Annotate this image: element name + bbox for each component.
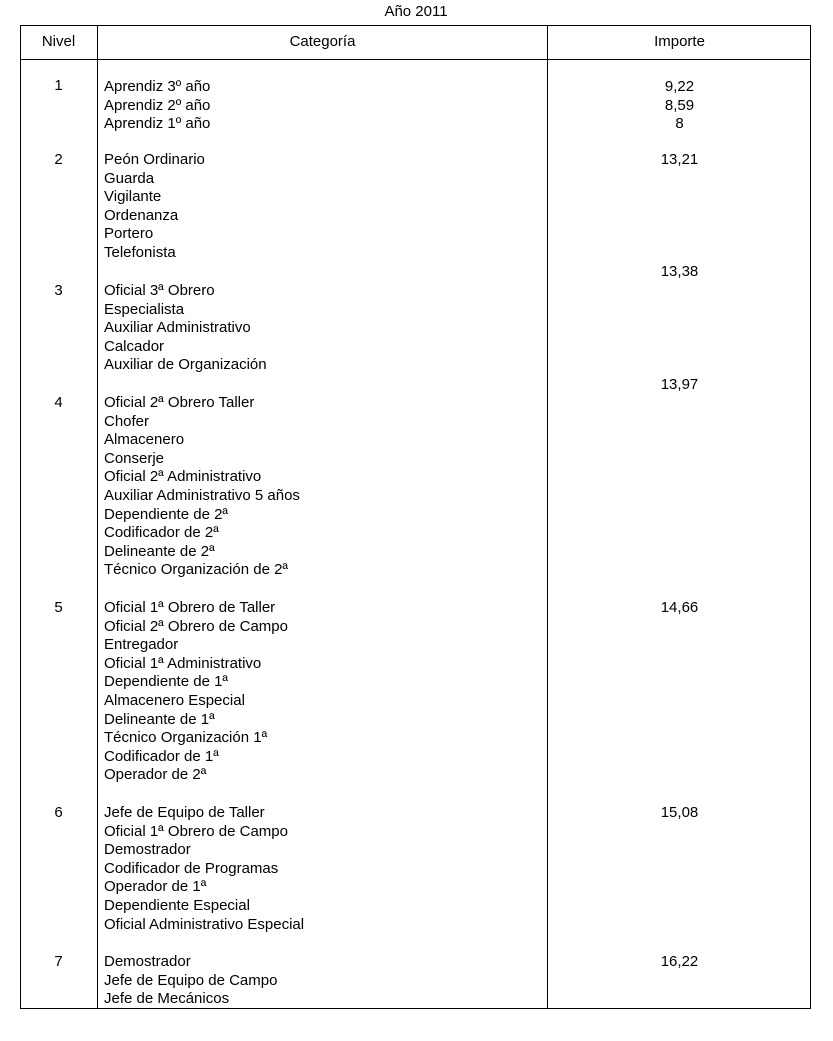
categoria-item: Técnico Organización de 2ª xyxy=(104,561,288,579)
categoria-item: Delineante de 1ª xyxy=(104,710,215,728)
nivel-number: 2 xyxy=(54,151,63,168)
categoria-item: Oficial 1ª Obrero de Campo xyxy=(104,822,288,840)
categoria-item: Codificador de 1ª xyxy=(104,747,219,765)
categoria-item: Oficial Administrativo Especial xyxy=(104,915,305,933)
categoria-item: Demostrador xyxy=(104,841,191,859)
column-divider-importe xyxy=(547,25,548,1008)
table-left-border xyxy=(20,25,21,1008)
categoria-item: Operador de 2ª xyxy=(104,766,207,784)
header-bottom-border xyxy=(20,59,811,60)
categoria-item: Aprendiz 1º año xyxy=(104,115,211,133)
categoria-item: Guarda xyxy=(104,169,155,187)
categoria-item: Auxiliar Administrativo xyxy=(104,319,251,337)
importe-value: 8,59 xyxy=(664,96,695,114)
categoria-item: Técnico Organización 1ª xyxy=(104,729,268,747)
categoria-item: Almacenero xyxy=(104,431,185,449)
table-title: Año 2011 xyxy=(384,3,448,20)
categoria-item: Demostrador xyxy=(104,953,191,970)
nivel-number: 6 xyxy=(54,804,63,821)
importe-value: 13,21 xyxy=(660,151,699,168)
importe-value: 13,97 xyxy=(660,376,699,393)
header-categoria: Categoría xyxy=(289,33,356,50)
nivel-number: 7 xyxy=(54,953,63,970)
categoria-item: Aprendiz 2º año xyxy=(104,96,211,114)
header-importe: Importe xyxy=(654,33,705,50)
categoria-item: Delineante de 2ª xyxy=(104,542,215,560)
categoria-item: Auxiliar de Organización xyxy=(104,356,267,374)
column-divider-nivel xyxy=(97,25,98,1008)
categoria-item: Dependiente de 2ª xyxy=(104,505,228,523)
categoria-item: Almacenero Especial xyxy=(104,691,245,709)
categoria-item: Telefonista xyxy=(104,243,176,261)
importe-value: 14,66 xyxy=(660,599,699,616)
categoria-item: Dependiente Especial xyxy=(104,896,250,914)
categoria-item: Peón Ordinario xyxy=(104,151,205,168)
categoria-item: Portero xyxy=(104,225,154,243)
nivel-number: 4 xyxy=(54,394,63,411)
categoria-item: Oficial 1ª Obrero de Taller xyxy=(104,599,276,616)
importe-value: 16,22 xyxy=(660,953,699,970)
importe-value: 8 xyxy=(675,115,684,133)
categoria-item: Vigilante xyxy=(104,188,162,206)
categoria-item: Jefe de Mecánicos xyxy=(104,990,230,1008)
categoria-item: Calcador xyxy=(104,337,165,355)
importe-value: 15,08 xyxy=(660,804,699,821)
importe-value: 9,22 xyxy=(664,78,695,95)
nivel-number: 5 xyxy=(54,599,63,616)
categoria-item: Oficial 1ª Administrativo xyxy=(104,654,262,672)
categoria-item: Oficial 2ª Administrativo xyxy=(104,468,262,486)
importe-value: 13,38 xyxy=(660,263,699,280)
header-nivel: Nivel xyxy=(41,33,76,50)
categoria-item: Operador de 1ª xyxy=(104,878,207,896)
categoria-item: Conserje xyxy=(104,449,165,467)
categoria-item: Jefe de Equipo de Taller xyxy=(104,804,265,821)
categoria-item: Codificador de 2ª xyxy=(104,524,219,542)
categoria-item: Aprendiz 3º año xyxy=(104,78,211,95)
categoria-item: Especialista xyxy=(104,300,185,318)
categoria-item: Oficial 3ª Obrero xyxy=(104,282,215,299)
nivel-number: 3 xyxy=(54,282,63,299)
categoria-item: Auxiliar Administrativo 5 años xyxy=(104,486,300,504)
nivel-number: 1 xyxy=(54,77,63,94)
categoria-item: Oficial 2ª Obrero de Campo xyxy=(104,617,288,635)
categoria-item: Codificador de Programas xyxy=(104,859,279,877)
categoria-item: Dependiente de 1ª xyxy=(104,673,228,691)
categoria-item: Jefe de Equipo de Campo xyxy=(104,971,278,989)
categoria-item: Chofer xyxy=(104,412,150,430)
categoria-item: Oficial 2ª Obrero Taller xyxy=(104,394,255,411)
categoria-item: Entregador xyxy=(104,636,179,654)
categoria-item: Ordenanza xyxy=(104,206,179,224)
